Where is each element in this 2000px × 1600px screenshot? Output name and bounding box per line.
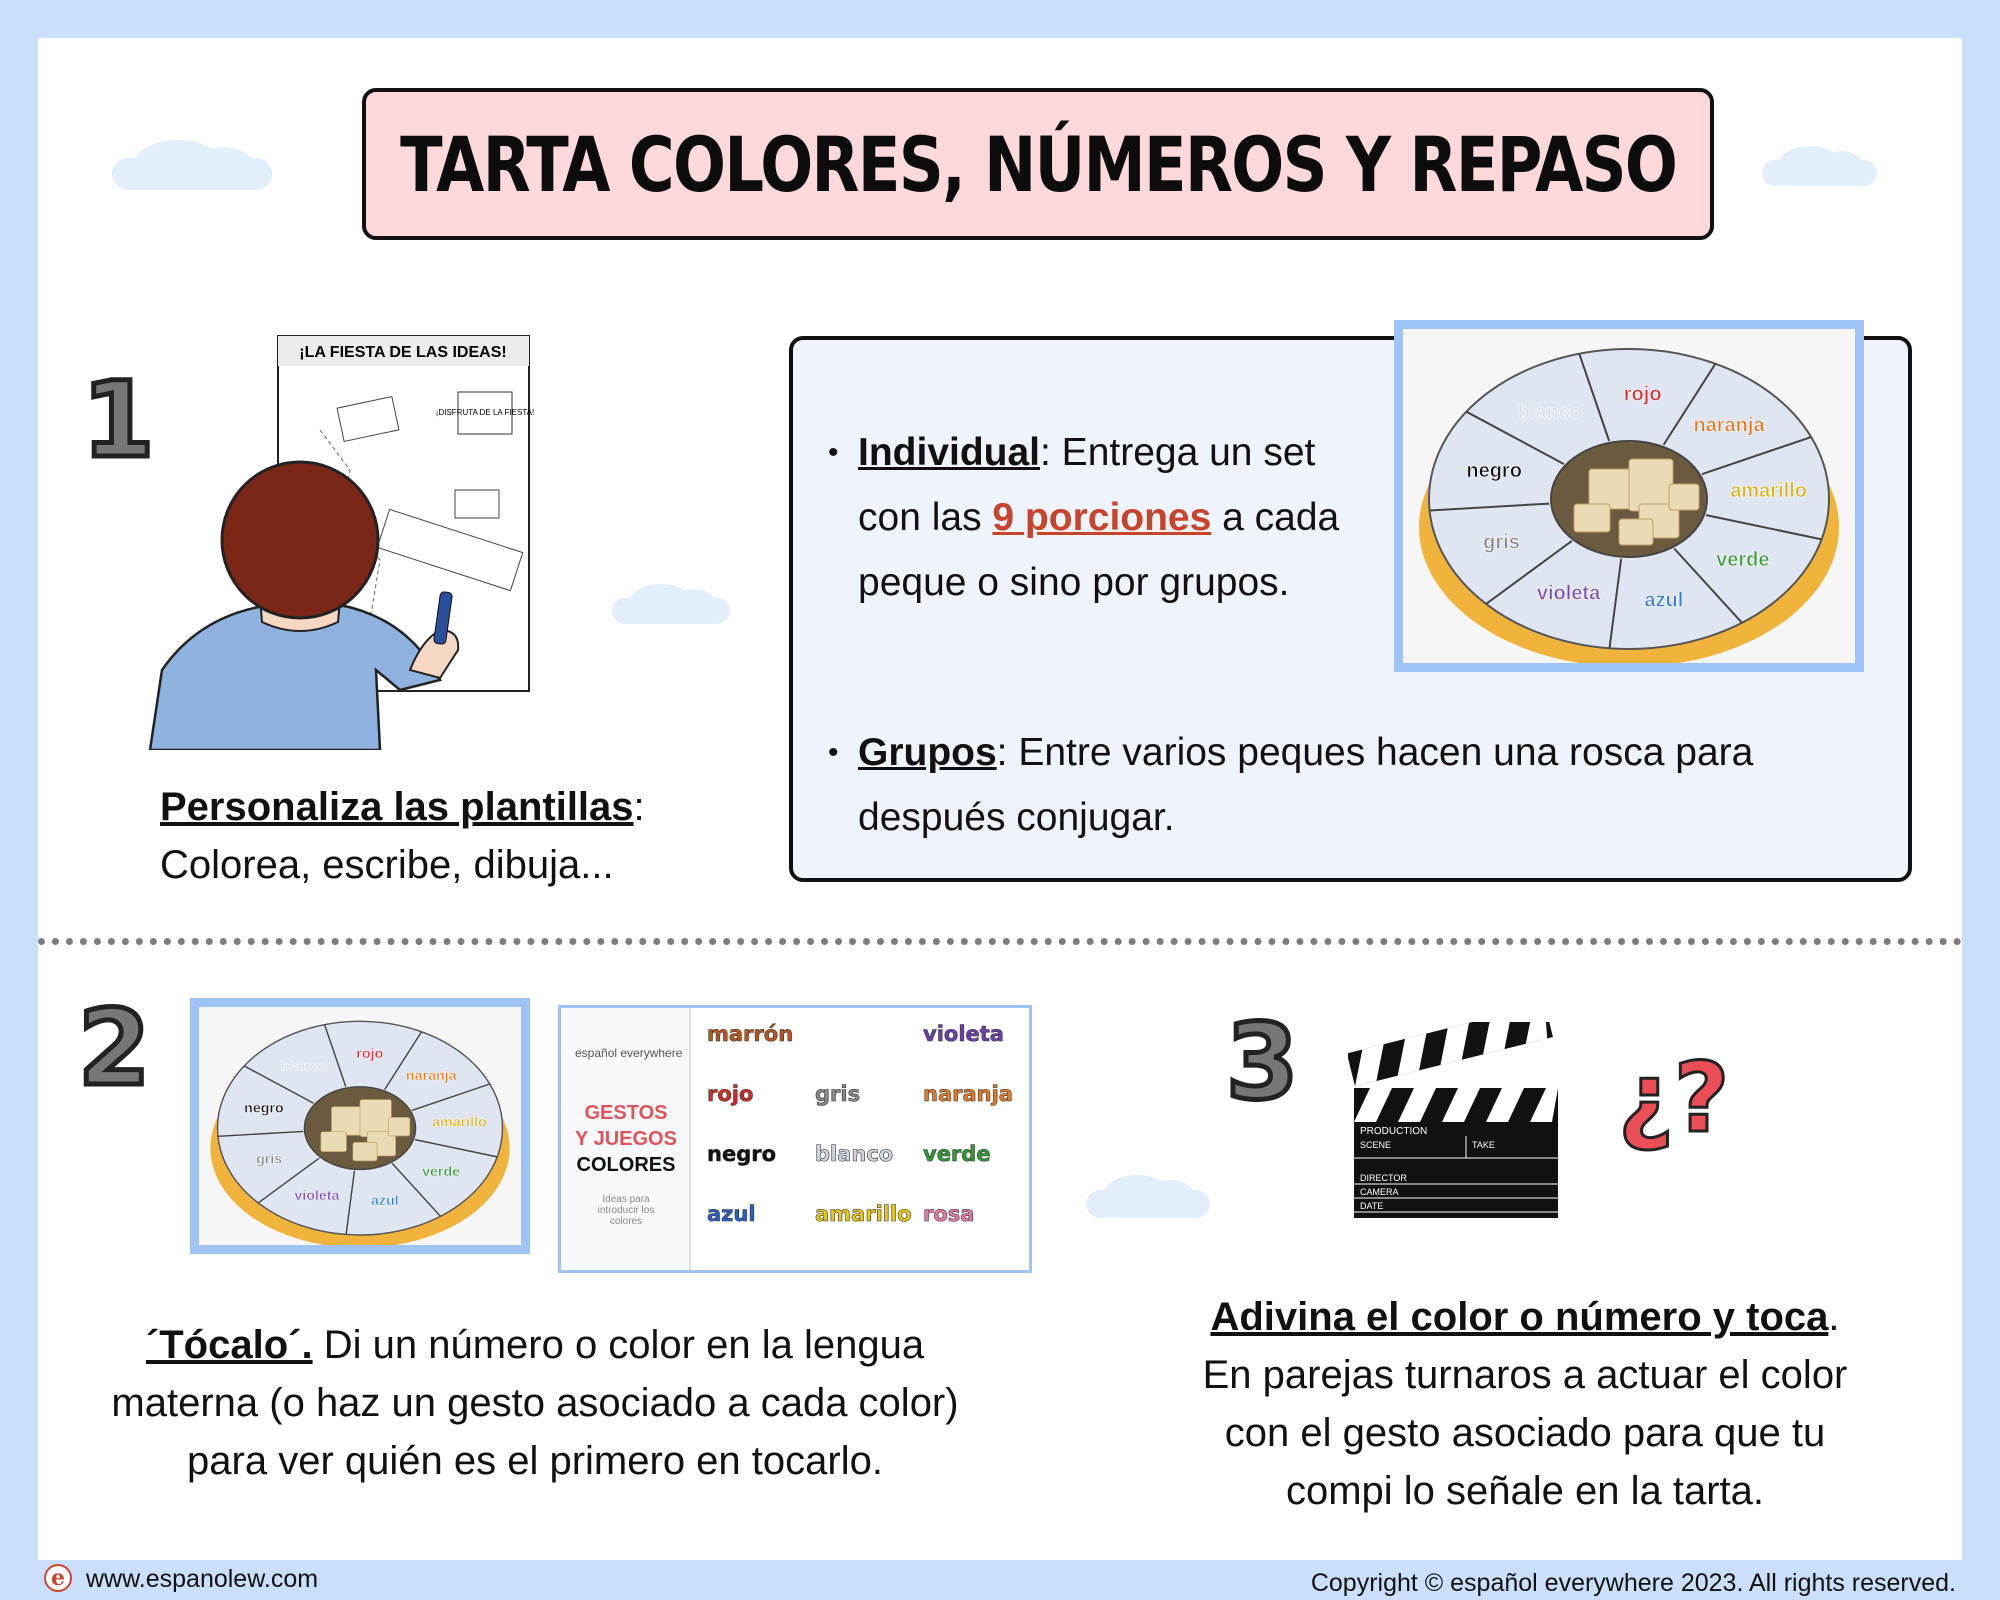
bullet-grupos-text-b: después conjugar. — [858, 796, 1175, 839]
nine-portions-highlight: 9 porciones — [992, 496, 1212, 539]
step-2-caption-line3: para ver quién es el primero en tocarlo. — [187, 1439, 883, 1483]
step-3-caption-bold: Adivina el color o número y toca — [1210, 1295, 1829, 1339]
slice-label-violeta: violeta — [1536, 582, 1601, 605]
step-3-number: 3 — [1226, 1001, 1299, 1123]
step-1-caption-bold: Personaliza las plantillas — [160, 785, 634, 829]
clapper-scene: SCENE — [1360, 1140, 1392, 1150]
cookie-piece — [388, 1117, 409, 1136]
bullet-individual-text-b: con las — [858, 496, 993, 539]
slice-label-gris: gris — [256, 1151, 283, 1168]
cookie-piece — [321, 1132, 347, 1152]
step-3-caption — [1150, 1288, 1900, 1520]
book-subtitle: Ideas para introducir los colores — [597, 1194, 655, 1227]
book-word-gris: gris — [815, 1082, 861, 1106]
step-2-caption — [60, 1316, 1010, 1490]
clapper-date: DATE — [1360, 1201, 1384, 1211]
bullet-individual: • Individual: Entrega un set con las 9 porciones a cada peque o sino por grupos. — [828, 431, 1340, 604]
bullet-grupos-text: : Entre varios peques hacen una rosca para — [996, 731, 1754, 774]
cloud-decoration — [1086, 1190, 1210, 1218]
step-2-caption-line1: Di un número o color en la lengua — [312, 1323, 925, 1367]
cookie-piece — [1589, 469, 1635, 509]
book-color-words — [693, 1008, 1029, 1270]
cloud-decoration — [612, 598, 730, 624]
cake-wheel-small — [199, 1007, 521, 1245]
cookie-piece — [1669, 484, 1699, 510]
clapper-take: TAKE — [1472, 1140, 1495, 1150]
bullet-individual-text-c: a cada — [1211, 496, 1340, 539]
slice-label-verde: verde — [1716, 549, 1770, 572]
worksheet-illustration — [140, 330, 540, 750]
bullet-grupos-bold: Grupos — [858, 731, 997, 774]
cookie-piece — [332, 1107, 365, 1135]
step-1-caption-colon: : — [633, 785, 645, 829]
slice-label-rojo: rojo — [356, 1045, 384, 1062]
book-brand: español everywhere — [575, 1046, 683, 1060]
slice-label-negro: negro — [1466, 459, 1522, 482]
title-banner — [362, 88, 1714, 240]
book-word-verde: verde — [923, 1142, 991, 1166]
bullet-individual-text-d: peque o sino por grupos. — [858, 561, 1290, 604]
footer-url[interactable]: www.espanolew.com — [86, 1565, 319, 1593]
clapper-camera: CAMERA — [1360, 1187, 1399, 1197]
slice-label-amarillo: amarillo — [1730, 479, 1807, 502]
slice-label-naranja: naranja — [405, 1068, 457, 1085]
book-word-rojo: rojo — [707, 1082, 754, 1106]
book-word-rosa: rosa — [923, 1202, 975, 1226]
slice-label-azul: azul — [370, 1192, 399, 1209]
clapper-director: DIRECTOR — [1360, 1173, 1407, 1183]
worksheet-title: ¡LA FIESTA DE LAS IDEAS! — [299, 344, 507, 361]
footer-copyright: Copyright © español everywhere 2023. All rights reserved. — [1310, 1569, 1956, 1597]
book-word-marrón: marrón — [707, 1022, 794, 1046]
cookie-piece — [360, 1100, 391, 1137]
gestures-book-cover — [558, 1005, 1032, 1273]
page-title: TARTA COLORES, NÚMEROS Y REPASO — [399, 119, 1677, 209]
slice-label-gris: gris — [1483, 531, 1520, 554]
book-title-3: COLORES — [576, 1154, 676, 1176]
step-3-caption-line4: compi lo señale en la tarta. — [1285, 1469, 1765, 1513]
section-divider — [38, 938, 1962, 945]
book-word-violeta: violeta — [923, 1022, 1004, 1046]
slice-label-blanco: blanco — [280, 1058, 327, 1075]
step-3-caption-line3: con el gesto asociado para que tu — [1224, 1411, 1826, 1455]
step-1-caption-line2: Colorea, escribe, dibuja... — [160, 843, 614, 887]
slice-label-azul: azul — [1644, 589, 1684, 612]
cloud-decoration — [1762, 160, 1877, 186]
slice-label-verde: verde — [422, 1163, 461, 1180]
brand-logo-icon: e — [44, 1564, 72, 1592]
book-word-naranja: naranja — [923, 1082, 1013, 1106]
cookie-piece — [1574, 504, 1610, 532]
step-1-number: 1 — [82, 359, 155, 481]
cake-photo-large — [1394, 320, 1864, 672]
slice-label-naranja: naranja — [1693, 414, 1765, 437]
step-3-caption-line2: En parejas turnaros a actuar el color — [1202, 1353, 1848, 1397]
step-2-caption-line2: materna (o haz un gesto asociado a cada color) — [111, 1381, 959, 1425]
book-left-panel — [561, 1008, 691, 1270]
slice-label-blanco: blanco — [1517, 401, 1583, 424]
step-2-caption-bold: ´Tócalo´. — [145, 1323, 313, 1367]
cookie-piece — [353, 1142, 377, 1161]
bullet-individual-text: : Entrega un set — [1040, 431, 1316, 474]
slice-label-amarillo: amarillo — [432, 1114, 487, 1131]
bullet-individual-bold: Individual — [858, 431, 1041, 474]
slice-label-negro: negro — [244, 1100, 284, 1117]
cake-photo-small — [190, 998, 530, 1254]
cloud-decoration — [112, 158, 272, 190]
cake-wheel — [1403, 329, 1855, 663]
step-3-caption-end: . — [1828, 1295, 1840, 1339]
book-title-1: GESTOS — [584, 1102, 668, 1124]
clapper-production: PRODUCTION — [1360, 1126, 1428, 1137]
bullet-grupos: • Grupos: Entre varios peques hacen una rosca para después conjugar. — [828, 731, 1754, 839]
book-word-azul: azul — [707, 1202, 756, 1226]
question-marks-icon: ¿? — [1618, 1042, 1730, 1154]
book-word-negro: negro — [707, 1142, 777, 1166]
book-word-amarillo: amarillo — [815, 1202, 912, 1226]
step-1-caption — [160, 778, 720, 894]
clapperboard-icon — [1348, 1022, 1563, 1222]
book-word-blanco: blanco — [815, 1142, 894, 1166]
book-title-2: Y JUEGOS — [575, 1128, 677, 1150]
worksheet-box-text: ¡DISFRUTA DE LA FIESTA! — [435, 408, 535, 417]
step-2-number: 2 — [78, 987, 151, 1109]
cookie-piece — [1619, 519, 1653, 545]
slice-label-violeta: violeta — [294, 1187, 340, 1204]
cookie-piece — [1629, 459, 1673, 511]
slice-label-rojo: rojo — [1623, 383, 1662, 406]
